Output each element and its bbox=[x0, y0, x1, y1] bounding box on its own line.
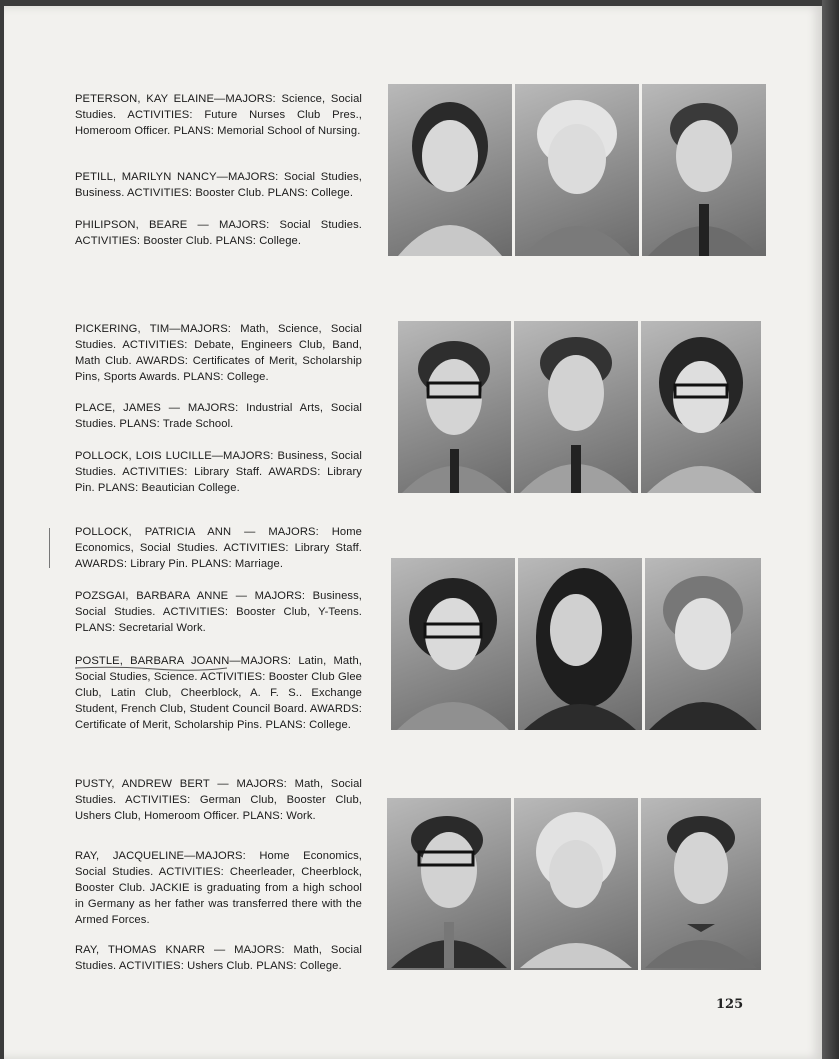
portrait-photo bbox=[642, 84, 766, 256]
portrait-photo bbox=[398, 321, 511, 493]
entry-place: PLACE, JAMES — MAJORS: Industrial Arts, Social Studies. PLANS: Trade School. bbox=[75, 402, 362, 430]
margin-pencil-mark bbox=[49, 528, 50, 568]
entry-pozsgai: POZSGAI, BARBARA ANNE — MAJORS: Business, Social Studies. ACTIVITIES: Booster Club, Y-Teens. PLANS: Secretarial Work. bbox=[75, 590, 362, 634]
entry-ray-thomas: RAY, THOMAS KNARR — MAJORS: Math, Social Studies. ACTIVITIES: Ushers Club. PLANS: College. bbox=[75, 944, 362, 972]
portrait-photo bbox=[518, 558, 642, 730]
portrait-photo bbox=[641, 321, 761, 493]
portrait-photo bbox=[514, 321, 638, 493]
book-spine-edge bbox=[822, 0, 839, 1059]
photo-row-3 bbox=[391, 558, 761, 730]
entry-ray-jacqueline: RAY, JACQUELINE—MAJORS: Home Economics, Social Studies. ACTIVITIES: Cheerleader, Cheerblock, Booster Club. JACKIE is graduating from a high school in Germany as her father was transferred there with the Armed Forces. bbox=[75, 850, 362, 926]
portrait-photo bbox=[645, 558, 761, 730]
photo-row-4 bbox=[387, 798, 761, 970]
page-number: 125 bbox=[716, 997, 744, 1012]
photo-row-1 bbox=[388, 84, 766, 256]
portrait-photo bbox=[388, 84, 512, 256]
entry-pusty: PUSTY, ANDREW BERT — MAJORS: Math, Social Studies. ACTIVITIES: German Club, Booster Club, Ushers Club, Homeroom Officer. PLANS: Work. bbox=[75, 778, 362, 822]
entry-pollock-patricia: POLLOCK, PATRICIA ANN — MAJORS: Home Economics, Social Studies. ACTIVITIES: Library Staff. AWARDS: Library Pin. PLANS: Marriage. bbox=[75, 526, 362, 570]
portrait-photo bbox=[514, 798, 638, 970]
portrait-photo bbox=[641, 798, 761, 970]
portrait-photo bbox=[391, 558, 515, 730]
entry-postle: POSTLE, BARBARA JOANN—MAJORS: Latin, Math, Social Studies, Science. ACTIVITIES: Booster Club Glee Club, Latin Club, Cheerblock, A. F. S.. Exchange Student, French Club, Student Council Board. AWARDS: Certificate of Merit, Scholarship Pins. PLANS: College. bbox=[75, 655, 362, 731]
portrait-photo bbox=[387, 798, 511, 970]
photo-row-2 bbox=[398, 321, 761, 493]
entry-pickering: PICKERING, TIM—MAJORS: Math, Science, Social Studies. ACTIVITIES: Debate, Engineers Club, Band, Math Club. AWARDS: Certificates of Merit, Scholarship Pins, Sports Awards. PLANS: College. bbox=[75, 323, 362, 383]
portrait-photo bbox=[515, 84, 639, 256]
entry-peterson: PETERSON, KAY ELAINE—MAJORS: Science, Social Studies. ACTIVITIES: Future Nurses Club Pres., Homeroom Officer. PLANS: Memorial School of Nursing. bbox=[75, 93, 362, 137]
pencil-underline bbox=[75, 665, 227, 671]
entry-petill: PETILL, MARILYN NANCY—MAJORS: Social Studies, Business. ACTIVITIES: Booster Club. PLANS: College. bbox=[75, 171, 362, 199]
entry-pollock-lois: POLLOCK, LOIS LUCILLE—MAJORS: Business, Social Studies. ACTIVITIES: Library Staff. AWARDS: Library Pin. PLANS: Beautician College. bbox=[75, 450, 362, 494]
entry-philipson: PHILIPSON, BEARE — MAJORS: Social Studies. ACTIVITIES: Booster Club. PLANS: College. bbox=[75, 219, 362, 247]
